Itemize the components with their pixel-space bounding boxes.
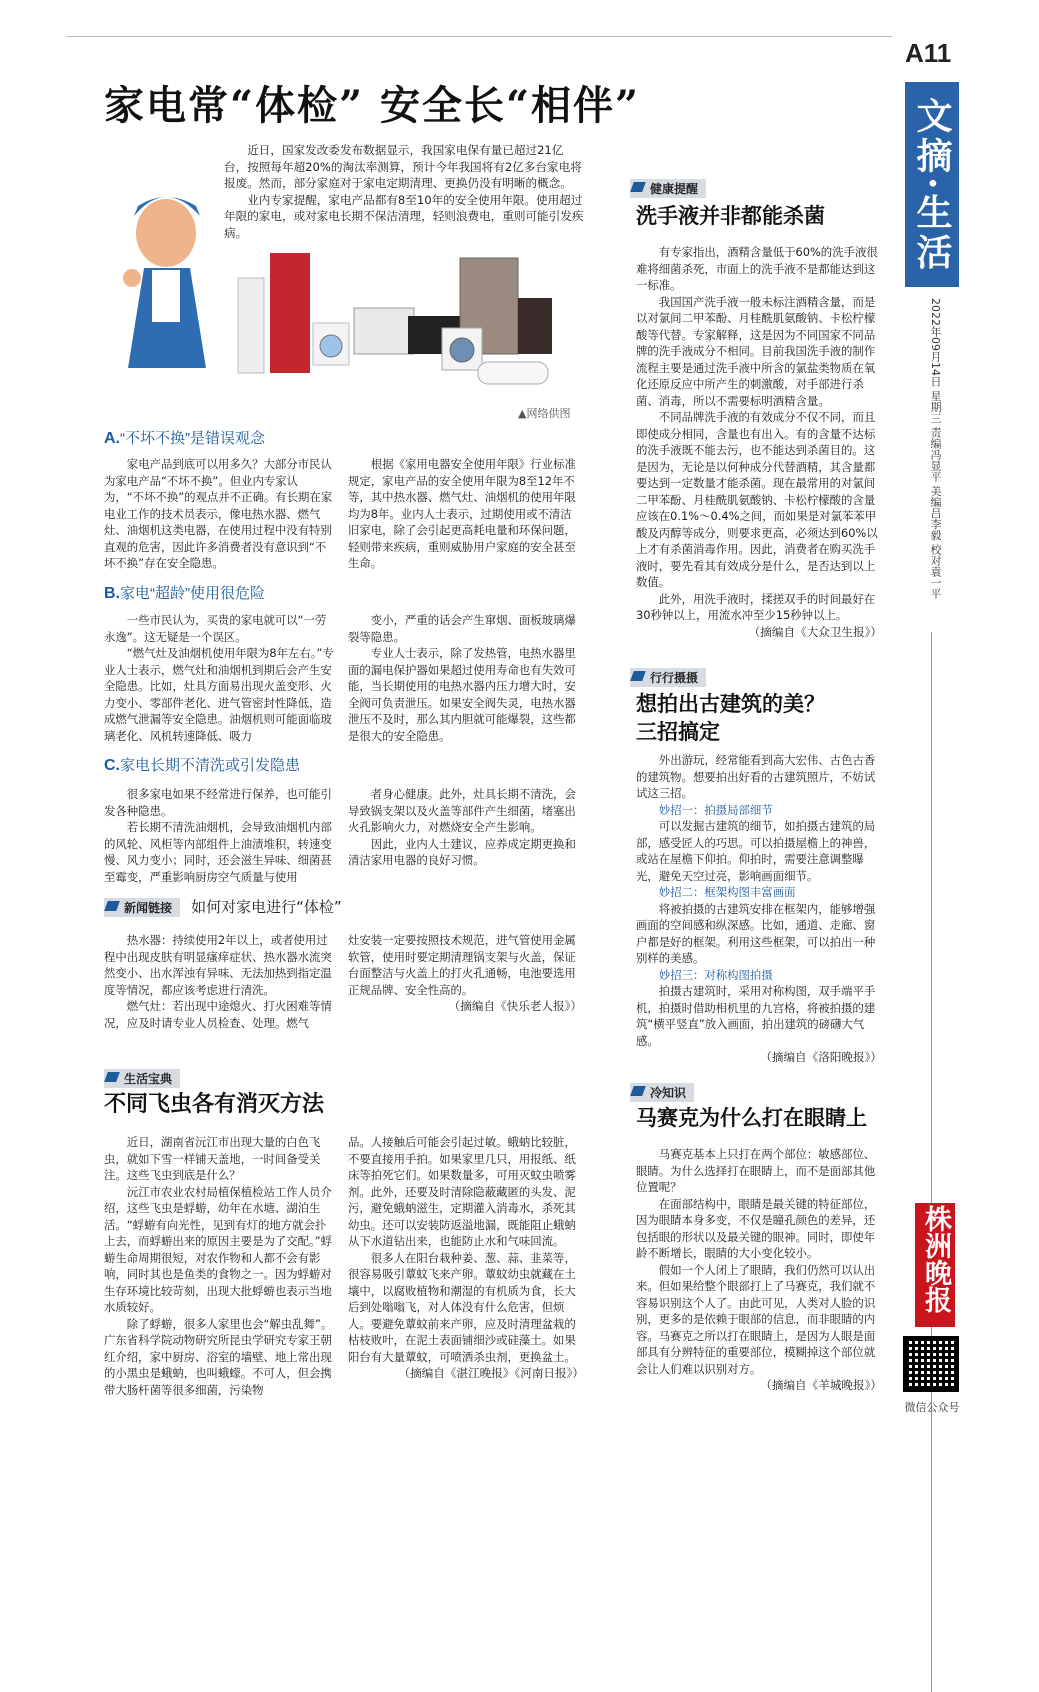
photo-credit: （摘编自《洛阳晚报》） <box>760 1050 882 1064</box>
paragraph: 可以发掘古建筑的细节，如拍摄古建筑的局部，感受匠人的巧思。可以拍摄屋檐上的神兽，或站在屋檐下仰拍。仰拍时，需要注意调整曝光，避免天空过亮，影响画面细节。 <box>636 819 876 883</box>
health-tag-wrap <box>630 178 706 198</box>
range-hood <box>354 308 414 354</box>
paragraph: 根据《家用电器安全使用年限》行业标准规定，家电产品的安全使用年限为8至12年不等，其中热水器、燃气灶、油烟机的使用年限均为8年。业内人士表示，过期使用或不清洁旧家电，除了会引起更高耗电量和环保问题，轻则带来疾病，重则威胁用户家庭的安全甚至生命。 <box>348 457 576 570</box>
health-title: 洗手液并非都能杀菌 <box>636 203 825 228</box>
paragraph: 近日，湖南省沅江市出现大量的白色飞虫，就如下雪一样铺天盖地，一时间备受关注。这些飞虫到底是什么？ <box>104 1135 321 1182</box>
subhead-c <box>104 754 300 775</box>
qr-code-icon[interactable] <box>903 1336 959 1392</box>
wine-cabinet <box>518 298 552 354</box>
paragraph: 很多人在阳台栽种姜、葱、蒜、韭菜等，很容易吸引蕈蚊飞来产卵。蕈蚊幼虫就藏在土壤中，以腐败植物和潮湿的有机质为食，长大后到处嗡嗡飞，对人体没有什么危害，但烦人。要避免蕈蚊前来产卵，应及时清理盆栽的枯枝败叶，在泥土表面铺细沙或硅藻土。如果阳台有大量蕈蚊，可喷洒杀虫剂，更换盆土。 <box>348 1250 576 1364</box>
paragraph: 因此，业内人士建议，应养成定期更换和清洁家用电器的良好习惯。 <box>348 836 576 867</box>
paragraph: 很多家电如果不经常进行保养，也可能引发各种隐患。 <box>104 787 332 818</box>
section-banner <box>905 82 959 287</box>
section-a-right <box>348 456 582 572</box>
news-link-tag: 新闻链接 <box>104 898 180 917</box>
air-conditioner <box>238 278 264 373</box>
paragraph: 若长期不清洗油烟机，会导致油烟机内部的风轮、风柜等内部组件上油渍堆积，转速变慢、风力变小；同时，还会滋生异味、细菌甚至霉变，严重影响厨房空气质量与使用 <box>104 820 332 884</box>
section-title: 文摘·生活 <box>911 96 953 274</box>
photo-title-line: 想拍出古建筑的美？ <box>636 691 825 716</box>
paragraph: 在面部结构中，眼睛是最关键的特征部位，因为眼睛本身多变，不仅是瞳孔颜色的差异，还包括眼的形状以及最关键的眼神。同时，即使年龄不断增长，眼睛的大小变化较小。 <box>636 1196 876 1260</box>
bugs-right <box>348 1134 584 1382</box>
side-credit: 2022年09月14日 星期三 责编冯显平 美编吕李毅 校对袁一平 <box>929 298 942 599</box>
paragraph: 灶安装一定要按照技术规范，进气管使用金属软管，使用时要定期清理锅支架与火盖，保证台面整洁与火盖上的打火孔通畅，电池要选用正规品牌、安全性高的。 <box>348 933 576 997</box>
red-fridge <box>270 253 310 373</box>
news-link-left <box>104 932 334 1031</box>
paragraph: 燃气灶：若出现中途熄火、打火困难等情况，应及时请专业人员检查、处理。燃气 <box>104 999 332 1030</box>
paragraph: 马赛克基本上只打在两个部位：敏感部位、眼睛。为什么选择打在眼睛上，而不是面部其他位置呢？ <box>636 1147 876 1194</box>
subhead-title: 家电长期不清洗或引发隐患 <box>120 757 301 774</box>
mosaic-title: 马赛克为什么打在眼睛上 <box>636 1105 867 1130</box>
news-link-credit: （摘编自《快乐老人报》） <box>448 999 582 1013</box>
subhead-letter: C. <box>104 757 120 774</box>
section-a-left <box>104 456 334 572</box>
health-tag: 健康提醒 <box>630 179 706 198</box>
paragraph: 家电产品到底可以用多久？大部分市民认为家电产品“不坏不换”。但业内专家认为，“不坏不换”的观点并不正确。有长期在家电业工作的技术员表示，像电热水器、燃气灶、油烟机这类电器，在使用过程中没有特别直观的危害，因此许多消费者没有意识到“不坏不换”存在安全隐患。 <box>104 457 333 570</box>
mosaic-tag: 冷知识 <box>630 1083 694 1102</box>
paragraph: 沅江市农业农村局植保植检站工作人员介绍，这些飞虫是蜉蝣，幼年在水塘、湖泊生活。“蜉蝣有向光性，见到有灯的地方就会扑上去，而蜉蝣出来的原因主要是为了交配。”蜉蝣生命周期很短，对农作物和人都不会有影响，同时其也是鱼类的食物之一。因为蜉蝣对生存环境比较苛刻，出现大批蜉蝣也表示当地水质较好。 <box>104 1184 333 1314</box>
newspaper-logo <box>915 1203 955 1327</box>
paragraph: 一些市民认为，买贵的家电就可以“一劳永逸”。这无疑是一个误区。 <box>104 613 327 644</box>
repairman-head <box>136 199 196 267</box>
photo-caption: ▲网络供图 <box>518 407 571 420</box>
paragraph: 我国国产洗手液一般未标注酒精含量，而是以对氯间二甲苯酚、月桂酰肌氨酸钠、卡松柠檬酸等代替。专家解释，这是因为不同国家不同品牌的洗手液成分不相同。目前我国洗手液的制作流程主要是通过洗手液中所含的氯盐类物质在氧化还原反应中所产生的刺激酸，对手部进行杀菌、消毒，所以不需要标明酒精含量。 <box>636 294 876 408</box>
paragraph: 热水器：持续使用2年以上，或者使用过程中出现皮肤有明显瘙痒症状、热水器水流突然变小、出水浑浊有异味、无法加热到指定温度等情况，都应该考虑进行清洗。 <box>104 933 332 997</box>
intro-paragraph: 近日，国家发改委发布数据显示，我国家电保有量已超过21亿台，按照每年超20%的淘汰率测算，预计今年我国将有2亿多台家电将报废。然而，部分家庭对于家电定期清理、更换仍没有明晰的概念。 <box>224 143 582 190</box>
tip-heading: 妙招二：框架构图丰富画面 <box>658 885 796 899</box>
health-body <box>636 244 882 640</box>
paragraph: 假如一个人闭上了眼睛，我们仍然可以认出来。但如果给整个眼部打上了马赛克，我们就不容易识别这个人了。由此可见，人类对人脸的识别，更多的是依赖于眼部的信息，而非眼睛的内容。马赛克之所以打在眼睛上，是因为人眼是面部具有分辨特征的重要部位，模糊掉这个部位就会让人们难以识别对方。 <box>636 1262 876 1376</box>
photo-title-line: 三招搞定 <box>636 719 720 744</box>
paragraph: 者身心健康。此外，灶具长期不清洗，会导致锅支架以及火盖等部件产生细菌，堵塞出火孔影响火力，对燃烧安全产生影响。 <box>348 787 576 834</box>
paragraph: 拍摄古建筑时，采用对称构图，双手端平手机，拍摄时借助相机里的九宫格，将被拍摄的建筑“横平竖直”放入画面，拍出建筑的磅礴大气感。 <box>636 984 876 1048</box>
subhead-a <box>104 427 265 448</box>
paragraph: 将被拍摄的古建筑安排在框架内，能够增强画面的空间感和纵深感。比如，通道、走廊、窗户都是好的框架。利用这些框架，可以拍出一种别样的美感。 <box>636 901 876 965</box>
section-c-left <box>104 786 334 885</box>
news-link-header <box>104 896 584 917</box>
bugs-title: 不同飞虫各有消灭方法 <box>104 1091 325 1117</box>
subhead-b <box>104 582 265 603</box>
paragraph: 不同品牌洗手液的有效成分不仅不同，而且即使成分相同，含量也有出入。有的含量不达标的洗手液既不能去污，也不能达到杀菌目的。这是因为，无论是以何种成分代替酒精，其含量都要达到一定数量才能杀菌。现在最常用的对氯间二甲苯酚、月桂酰肌氨酸钠、卡松柠檬酸的含量应该在0.1%～0.4%之间，而如果是对氯苯苯甲酸及丙醇等成分，则要求更高，必须达到60%以上才有杀菌消毒作用。因此，消费者在购买洗手液时，要先看其有效成分是什么，是否达到以上数值。 <box>636 410 878 589</box>
tip-heading: 妙招三：对称构图拍摄 <box>658 967 773 982</box>
subhead-letter: B. <box>104 585 120 602</box>
paragraph: 外出游玩，经常能看到高大宏伟、古色古香的建筑物。想要拍出好看的古建筑照片，不妨试试这三招。 <box>636 753 876 800</box>
paragraph: 专业人士表示，除了发热管，电热水器里面的漏电保护器如果超过使用寿命也有失效可能，当长期使用的电热水器内压力增大时，安全阀可负责泄压。如果安全阀失灵，电热水器泄压不及时，那么其内胆就可能爆裂，这些都是很大的安全隐患。 <box>348 646 576 743</box>
section-c-right <box>348 786 582 869</box>
news-link-title: 如何对家电进行“体检” <box>191 898 342 916</box>
water-heater-icon <box>478 362 548 384</box>
health-credit: （摘编自《大众卫生报》） <box>748 624 882 639</box>
thumb-icon <box>123 269 141 287</box>
bugs-credit: （摘编自《湛江晚报》《河南日报》） <box>398 1366 584 1380</box>
intro-text <box>224 142 584 241</box>
main-headline: 家电常“体检” 安全长“相伴” <box>104 82 640 129</box>
subhead-title: “不坏不换”是错误观念 <box>120 430 265 447</box>
subhead-letter: A. <box>104 430 120 447</box>
paragraph: “燃气灶及油烟机使用年限为8年左右。”专业人士表示，燃气灶和油烟机到期后会产生安全隐患。比如，灶具方面易出现火盖变形、火力变小、零部件老化、进气管密封性降低，造成燃气泄漏等安全隐患。油烟机则可能面临玻璃老化、风机转速降低、吸力 <box>104 646 334 743</box>
paragraph: 有专家指出，酒精含量低于60%的洗手液很难将细菌杀死，市面上的洗手液不是都能达到这一标准。 <box>636 245 878 292</box>
side-rule <box>931 632 932 1692</box>
page-number: A11 <box>905 38 952 68</box>
subhead-title: 家电“超龄”使用很危险 <box>120 585 265 602</box>
intro-paragraph: 业内专家提醒，家电产品都有8至10年的安全使用年限。使用超过年限的家电，或对家电长期不保洁清理，轻则浪费电，重则可能引发疾病。 <box>224 192 584 240</box>
paragraph: 除了蜉蝣，很多人家里也会“解虫乱舞”。广东省科学院动物研究所昆虫学研究专家王朝红介绍，家中厨房、浴室的墙壁、地上常出现的小黑虫是蛾蚋，也叫蛾蠓。不可人，但会携带大肠杆菌等很多细菌，污染物 <box>104 1316 333 1397</box>
photo-title <box>636 690 896 746</box>
tip-heading: 妙招一：拍摄局部细节 <box>658 802 773 817</box>
paragraph: 此外，用洗手液时，揉搓双手的时间最好在30秒钟以上，用流水冲至少15秒钟以上。 <box>636 591 876 622</box>
photo-tag-wrap <box>630 667 706 687</box>
section-b-right <box>348 612 582 744</box>
section-b-left <box>104 612 334 744</box>
bugs-tag-wrap <box>104 1068 180 1088</box>
repairman-shirt <box>152 270 180 322</box>
mosaic-credit: （摘编自《羊城晚报》） <box>760 1378 882 1392</box>
top-rule <box>66 36 892 37</box>
mosaic-body <box>636 1146 882 1394</box>
photo-tag: 行行摄摄 <box>630 668 706 687</box>
mosaic-tag-wrap <box>630 1082 694 1102</box>
bugs-tag: 生活宝典 <box>104 1069 180 1088</box>
paragraph: 变小，严重的话会产生窜烟、面板玻璃爆裂等隐患。 <box>348 613 576 644</box>
qr-caption: 微信公众号 <box>904 1401 960 1414</box>
news-link-right <box>348 932 582 1015</box>
bugs-left <box>104 1134 336 1398</box>
paragraph: 品。人接触后可能会引起过敏。蛾蚋比较脏，不要直接用手拍。如果家里几只，用报纸、纸床等拍死它们。如果数量多，可用灭蚊虫喷雾剂。此外，还要及时清除隐蔽藏匿的头发、泥污，避免蛾蚋滋生，定期灌入消毒水，杀死其幼虫。还可以安装防返溢地漏，既能阻止蛾蚋从下水道钻出来，也能防止水和气味回流。 <box>348 1135 576 1248</box>
logo-text: 株洲晚报 <box>920 1205 951 1313</box>
photo-body <box>636 752 882 1066</box>
